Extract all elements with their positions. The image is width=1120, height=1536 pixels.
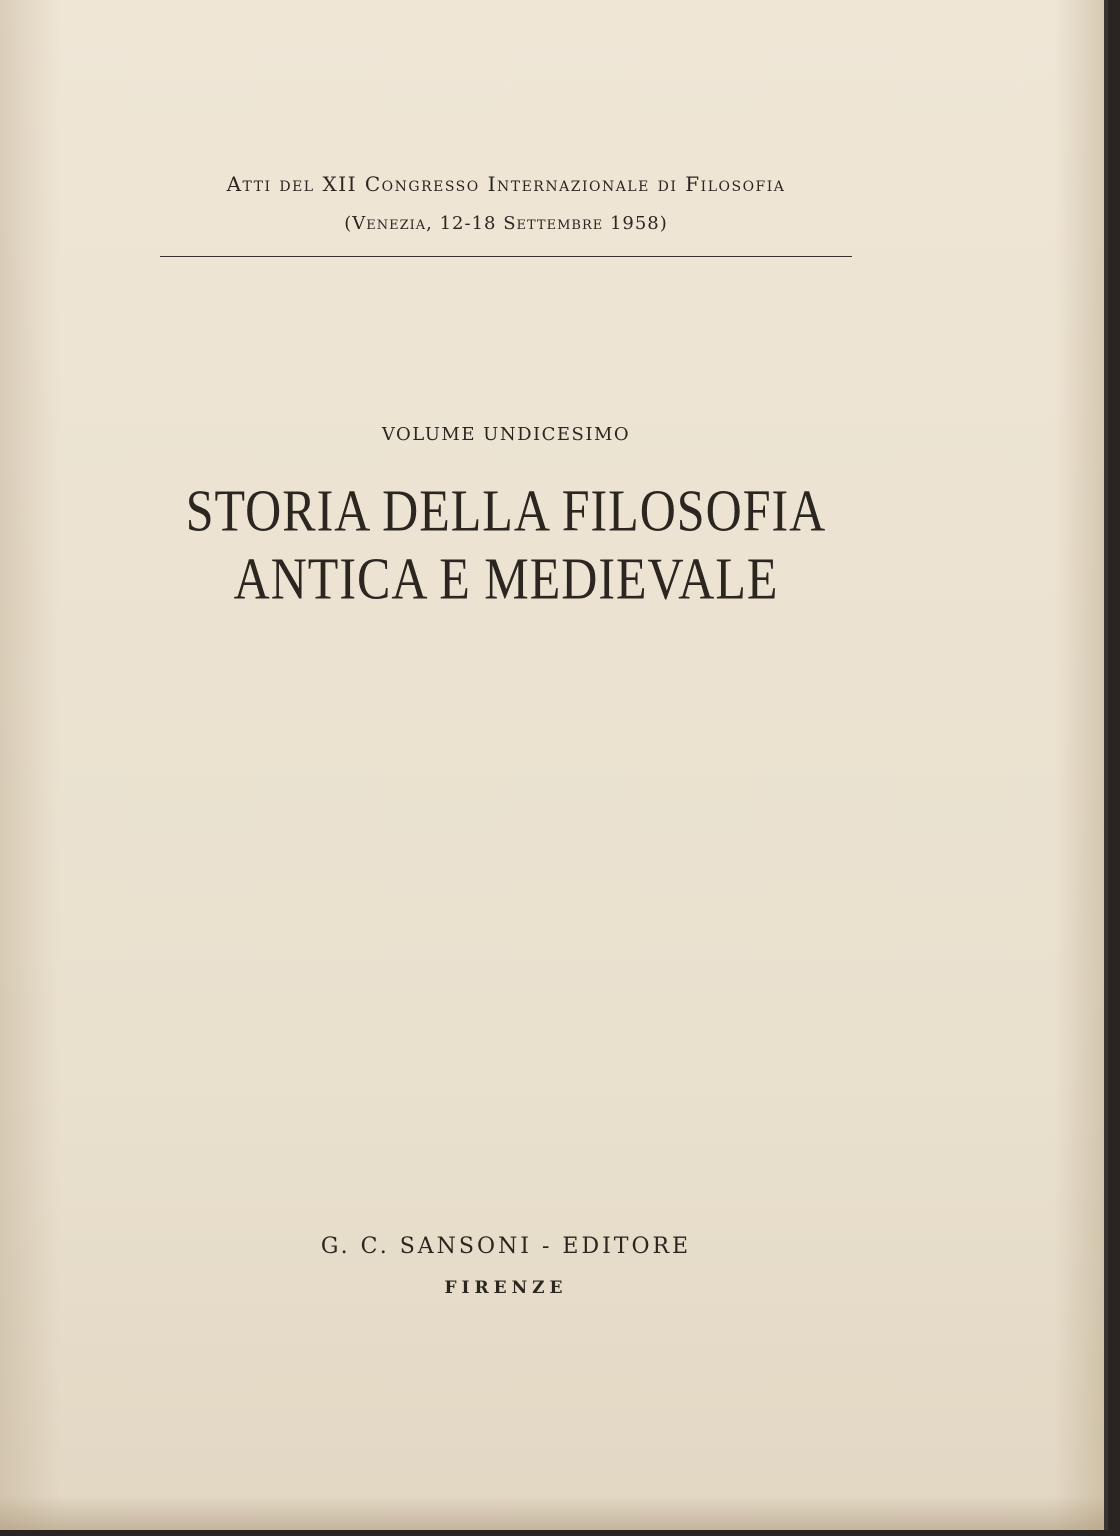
- header-rule: [160, 256, 852, 257]
- book-title-line-1: STORIA DELLA FILOSOFIA: [185, 477, 827, 544]
- page-edge-wear: [0, 1496, 1104, 1530]
- book-title-line-2: ANTICA E MEDIEVALE: [233, 545, 779, 612]
- publisher-city: FIRENZE: [444, 1278, 568, 1298]
- volume-label: VOLUME UNDICESIMO: [381, 424, 631, 445]
- publisher-name: G. C. SANSONI - EDITORE: [320, 1234, 692, 1259]
- congress-place-date: (Venezia, 12-18 Settembre 1958): [344, 213, 668, 234]
- series-title: Atti del XII Congresso Internazionale di Filosofia: [226, 172, 786, 196]
